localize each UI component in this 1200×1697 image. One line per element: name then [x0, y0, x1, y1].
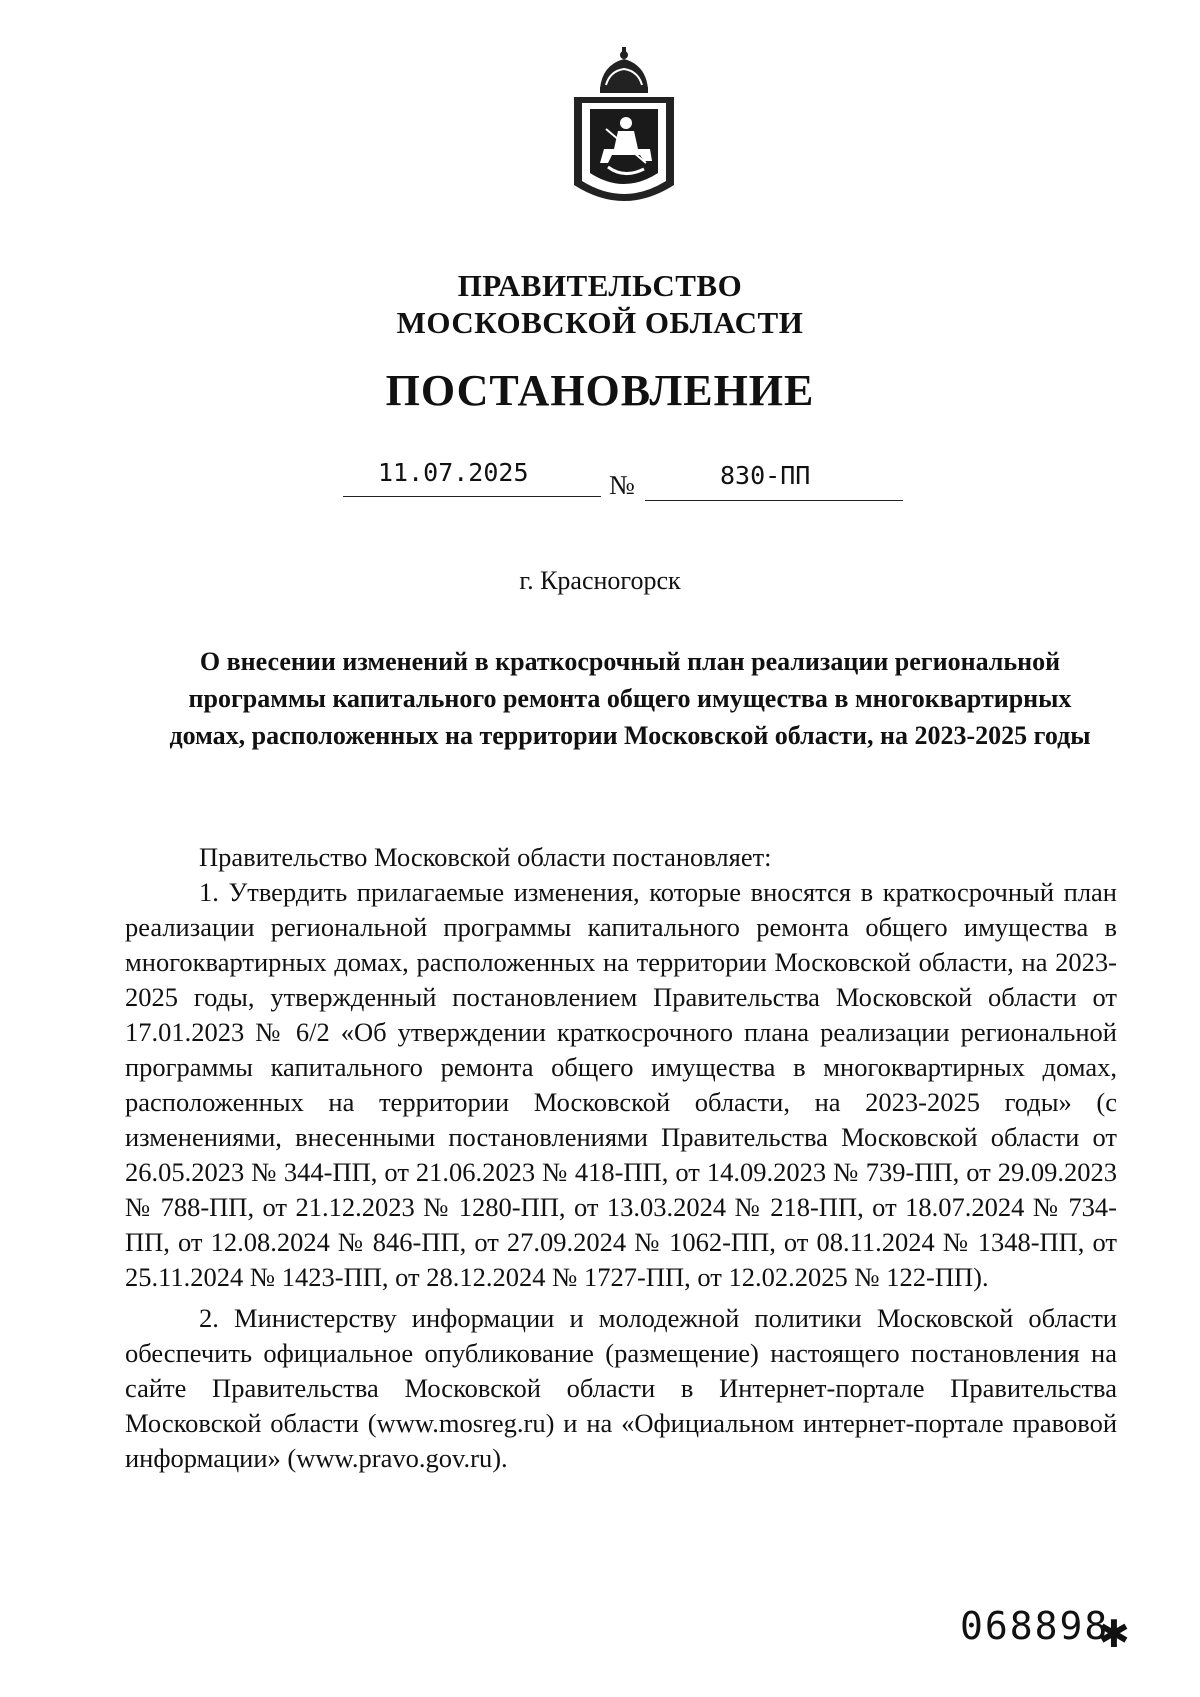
item-2: 2. Министерству информации и молодежной политики Московской области обеспечить официальное опубликование (размещение) настоящего постановления на сайте Правительства Московской области в Интернет-портале Правительства Московской области (www.mosreg.ru) и на «Официальном интернет-портале правовой информации» (www.pravo.gov.ru).: [125, 1303, 1117, 1473]
number-underline: [645, 500, 903, 501]
city: г. Красногорск: [519, 566, 681, 595]
date-underline: [343, 496, 601, 497]
document-type: ПОСТАНОВЛЕНИЕ: [385, 366, 815, 415]
item-1: 1. Утвердить прилагаемые изменения, которые вносятся в краткосрочный план реализации региональной программы капитального ремонта общего имущества в многоквартирных домах, расположенных на территории Московской области, на 2023-2025 годы, утвержденный постановлением Правительства Московской области от 17.01.2023 № 6/2 «Об утверждении краткосрочного плана реализации региональной программы капитального ремонта общего имущества в многоквартирных домах, расположенных на территории Московской области, на 2023-2025 годы» (с изменениями, внесенными постановлениями Правительства Московской области от 26.05.2023 № 344-ПП, от 21.06.2023 № 418-ПП, от 14.09.2023 № 739-ПП, от 29.09.2023 № 788-ПП, от 21.12.2023 № 1280-ПП, от 13.03.2024 № 218-ПП, от 18.07.2024 № 734-ПП, от 12.08.2024 № 846-ПП, от 27.09.2024 № 1062-ПП, от 08.11.2024 № 1348-ПП, от 25.11.2024 № 1423-ПП, от 28.12.2024 № 1727-ПП, от 12.02.2025 № 122-ПП).: [125, 877, 1117, 1292]
serial-number: 068898: [960, 1604, 1110, 1648]
document-number: 830-ПП: [720, 461, 811, 490]
government-title-line1: ПРАВИТЕЛЬСТВО: [457, 268, 743, 303]
government-title-line2: МОСКОВСКОЙ ОБЛАСТИ: [396, 305, 804, 340]
document-body: [125, 840, 1117, 1476]
preamble: Правительство Московской области постановляет:: [199, 842, 772, 872]
document-title: О внесении изменений в краткосрочный план реализации региональной программы капитального ремонта общего имущества в многоквартирных домах, расположенных на территории Московской области, на 2023-2025 годы: [169, 647, 1091, 750]
number-label: №: [609, 470, 635, 500]
document-date: 11.07.2025: [378, 458, 529, 487]
coat-of-arms-icon: [560, 45, 688, 213]
asterisk-mark-icon: ✱: [1098, 1612, 1130, 1656]
